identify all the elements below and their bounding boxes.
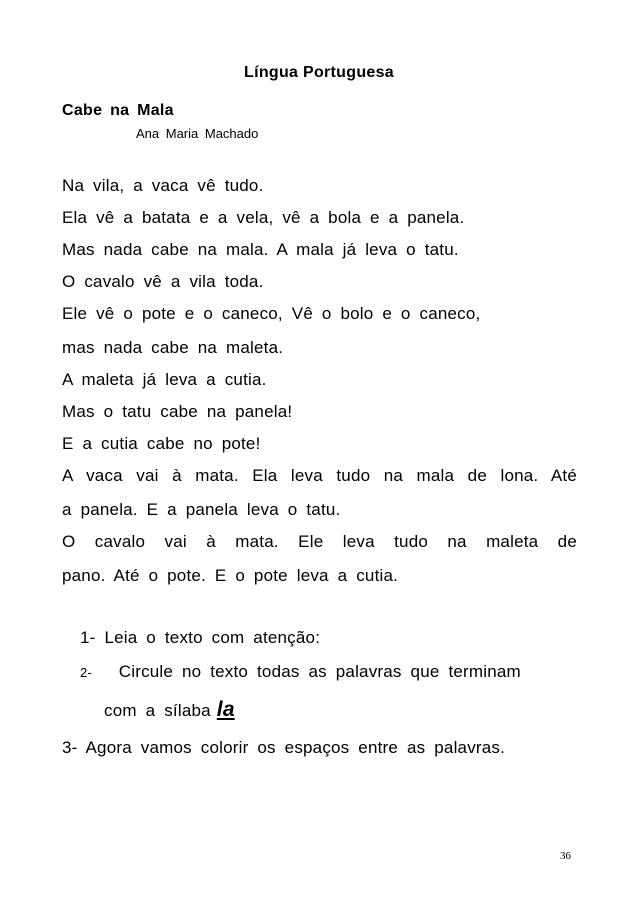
story-author: Ana Maria Machado: [136, 126, 259, 141]
task-2: [80, 662, 521, 682]
task-2-number: 2-: [80, 665, 92, 681]
story-line: O cavalo vê a vila toda.: [62, 272, 264, 291]
story-line: Ele vê o pote e o caneco, Vê o bolo e o caneco,: [62, 304, 481, 323]
story-line: E a cutia cabe no pote!: [62, 434, 261, 453]
task-2-continuation: [104, 698, 235, 722]
story-line: A maleta já leva a cutia.: [62, 370, 267, 389]
story-line: pano. Até o pote. E o pote leva a cutia.: [62, 566, 399, 585]
syllable-la: la: [216, 698, 235, 721]
story-line: Mas o tatu cabe na panela!: [62, 402, 293, 421]
page-number: 36: [560, 850, 571, 862]
task-1: 1- Leia o texto com atenção:: [80, 628, 321, 647]
story-line: O cavalo vai à mata. Ele leva tudo na maleta de: [62, 532, 577, 551]
story-title: Cabe na Mala: [62, 102, 174, 119]
page-title: Língua Portuguesa: [244, 64, 394, 81]
story-line: Ela vê a batata e a vela, vê a bola e a panela.: [62, 208, 465, 227]
task-2-text: Circule no texto todas as palavras que terminam: [118, 662, 521, 681]
story-line: Mas nada cabe na mala. A mala já leva o tatu.: [62, 240, 459, 259]
story-line: Na vila, a vaca vê tudo.: [62, 176, 264, 195]
story-line: a panela. E a panela leva o tatu.: [62, 500, 341, 519]
story-line: mas nada cabe na maleta.: [62, 338, 284, 357]
task-3: 3- Agora vamos colorir os espaços entre as palavras.: [62, 738, 506, 757]
task-2-continuation-text: com a sílaba: [104, 701, 211, 720]
story-line: A vaca vai à mata. Ela leva tudo na mala de lona. Até: [62, 466, 577, 485]
